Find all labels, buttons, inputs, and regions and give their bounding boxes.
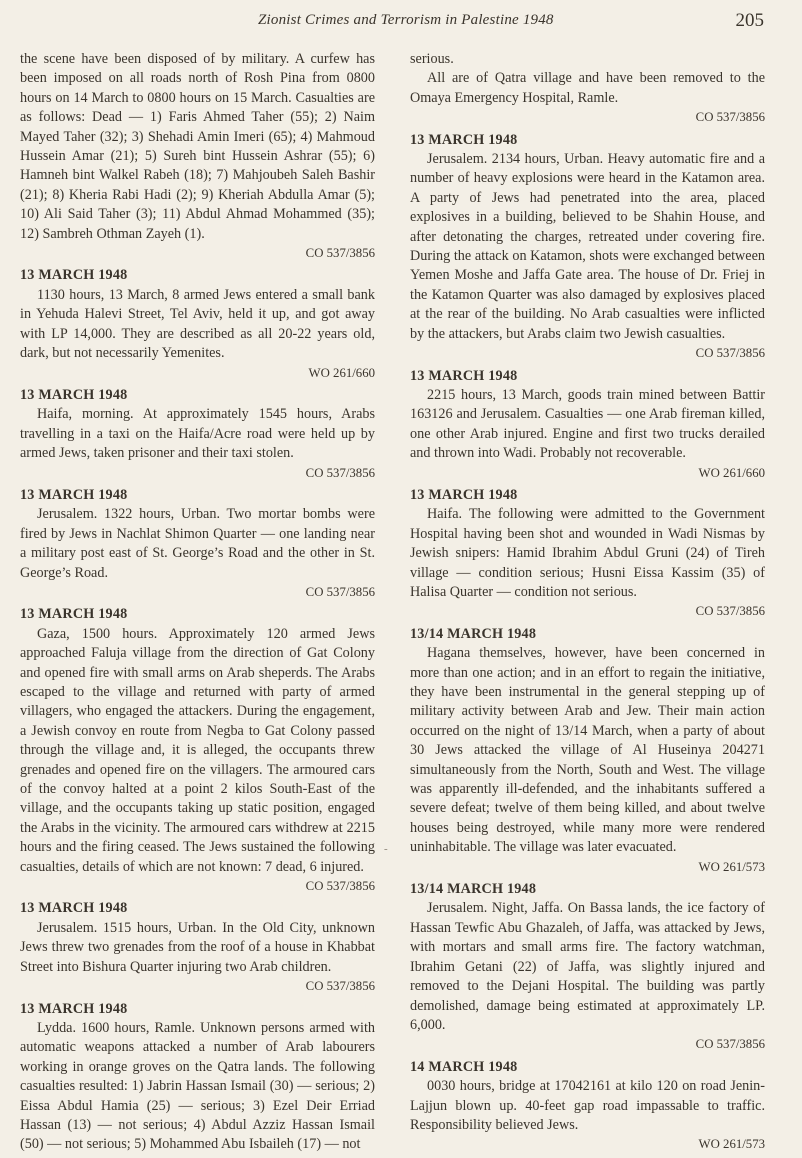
right-column-entry <box>410 69 765 127</box>
right-column-entry <box>410 131 765 364</box>
entry-date: 13 MARCH 1948 <box>20 486 128 503</box>
entry-date: 14 MARCH 1948 <box>410 1058 518 1075</box>
entry-text: 1130 hours, 13 March, 8 armed Jews entered a small bank in Yehuda Halevi Street, Tel Aviv, held it up, and got away with LP 14,000. They are described as all 20-22 years old, dark, but not necessarily Yemenites. <box>20 286 375 362</box>
entry-date: 13 MARCH 1948 <box>20 386 128 403</box>
source-reference: WO 261/573 <box>698 1137 765 1152</box>
left-column-entry <box>20 386 375 483</box>
source-reference: CO 537/3856 <box>695 1037 765 1052</box>
entry-text: Jerusalem. 2134 hours, Urban. Heavy automatic fire and a number of heavy explosions were heard in the Katamon area. A party of Jews had penetrated into the area, placed explosives in a building, believed to be Shahin House, and after detonating the charges, retreated under covering fire. During the attack on Katamon, shots were exchanged between Yemen Moshe and Jaffa Gate area. The house of Dr. Friej in the Katamon Quarter was also damaged by explosives placed at the rear of the building. No Arab casualties were inflicted by the attackers, but Arabs claim two Jewish casualties. <box>410 151 765 342</box>
entry-text: Haifa, morning. At approximately 1545 hours, Arabs travelling in a taxi on the Haifa/Acre road were held up by armed Jews, taken prisoner and their taxi stolen. <box>20 406 375 462</box>
left-column-entry <box>20 50 375 263</box>
left-column-entry <box>20 1000 375 1155</box>
entry-text: 0030 hours, bridge at 17042161 at kilo 120 on road Jenin-Lajjun blown up. 40-feet gap road impassable to traffic. Responsibility believed Jews. <box>410 1078 765 1133</box>
entry-text: Haifa. The following were admitted to the Government Hospital having been shot and wounded in Wadi Nismas by Jewish snipers: Hamid Ibrahim Abdul Gruni (24) of Tireh village — condition serious; Husni Eissa Kassim (35) of Halisa Quarter — condition not serious. <box>410 506 765 600</box>
left-column-entry <box>20 899 375 996</box>
source-reference: CO 537/3856 <box>695 604 765 619</box>
entry-text: Hagana themselves, however, have been concerned in more than one action; and in an effort to regain the initiative, they have been instrumental in the general stepping up of military activity between Arab and Jew. Their main action occurred on the night of 13/14 March, when a party of about 30 Jews attacked the village of Al Huseinya 204271 simultaneously from the North, South and West. The village was apparently ill-defended, and the inhabitants suffered a severe defeat; twelve of them being killed, and about twelve houses being destroyed, while many more were rendered uninhabitable. The village was later evacuated. <box>410 645 765 856</box>
entry-date: 13/14 MARCH 1948 <box>410 625 537 642</box>
source-reference: CO 537/3856 <box>305 465 375 480</box>
running-header <box>0 10 802 38</box>
source-reference: CO 537/3856 <box>695 346 765 361</box>
entry-date: 13 MARCH 1948 <box>20 267 128 284</box>
entry-text: Jerusalem. Night, Jaffa. On Bassa lands, the ice factory of Hassan Tewfic Abu Ghazaleh, of Jaffa, was attacked by Jews, with mortars and small arms fire. The factory watchman, Ibrahim Getani (22) of Jaffa, was slightly injured and removed to the Dejani Hospital. The building was partly demolished, damage being estimated at approximately LP. 6,000. <box>410 900 765 1033</box>
source-reference: WO 261/660 <box>308 365 375 380</box>
entry-date: 13 MARCH 1948 <box>20 900 128 917</box>
source-reference: CO 537/3856 <box>305 246 375 261</box>
entry-date: 13/14 MARCH 1948 <box>410 881 537 898</box>
left-column-entry <box>20 266 375 382</box>
entry-date: 13 MARCH 1948 <box>410 131 518 148</box>
entry-date: 13 MARCH 1948 <box>20 606 128 623</box>
source-reference: CO 537/3856 <box>305 979 375 994</box>
left-column-entry <box>20 486 375 602</box>
entry-text: All are of Qatra village and have been removed to the Omaya Emergency Hospital, Ramle. <box>410 70 765 106</box>
source-reference: CO 537/3856 <box>305 879 375 894</box>
entry-text: serious. <box>410 51 454 67</box>
source-reference: WO 261/660 <box>698 465 765 480</box>
right-column-entry <box>410 367 765 483</box>
right-column-entry <box>410 1058 765 1155</box>
right-column-entry <box>410 50 765 69</box>
right-column-entry <box>410 625 765 877</box>
entry-text: Jerusalem. 1515 hours, Urban. In the Old City, unknown Jews threw two grenades from the roof of a house in Khabbat Street into Bishura Quarter injuring two Arab children. <box>20 919 375 975</box>
right-column <box>410 50 765 1158</box>
gutter-mark: - <box>384 843 388 855</box>
source-reference: WO 261/573 <box>698 859 765 874</box>
right-column-entry <box>410 486 765 622</box>
entry-text: Lydda. 1600 hours, Ramle. Unknown persons armed with automatic weapons attacked a number of Arab labourers working in orange groves on the Qatra lands. The following casualties resulted: 1) Jabrin Hassan Ismail (30) — serious; 2) Eissa Abdul Hamia (25) — serious; 3) Ezel Deir Erriad Hassan (13) — not serious; 4) Abdul Azziz Hassan Ismail (50) — not serious; 5) Mohammed Abu Isbaileh (17) — not <box>20 1019 375 1153</box>
left-column <box>20 50 375 1155</box>
running-title: Zionist Crimes and Terrorism in Palestine 1948 <box>258 12 554 28</box>
right-column-entry <box>410 880 765 1055</box>
left-column-entry <box>20 605 375 896</box>
entry-date: 13 MARCH 1948 <box>410 367 518 384</box>
entry-date: 13 MARCH 1948 <box>20 1000 128 1017</box>
entry-text: 2215 hours, 13 March, goods train mined between Battir 163126 and Jerusalem. Casualties — one Arab fireman killed, one other Arab injured. Engine and first two trucks derailed and thrown into Wadi. Probably not recoverable. <box>410 386 765 462</box>
entry-text: Gaza, 1500 hours. Approximately 120 armed Jews approached Faluja village from the direction of Gat Colony and opened fire with small arms on Arab sheperds. The Arabs escaped to the village and returned with party of armed villagers, who engaged the attackers. During the engagement, a Jewish convoy en route from Negba to Gat Colony passed through the village and, it is alleged, the occupants threw grenades and opened fire on the villagers. The armoured cars of the convoy halted at a point 2 kilos South-East of the village, and the occupants taking up static position, engaged the Arabs in the vicinity. The armoured cars withdrew at 2215 hours and the firing ceased. The Jews sustained the following casualties, details of which are not known: 7 dead, 6 injured. <box>20 625 375 875</box>
entry-text: the scene have been disposed of by military. A curfew has been imposed on all roads north of Rosh Pina from 0800 hours on 14 March to 0800 hours on 15 March. Casualties are as follows: Dead — 1) Faris Ahmed Taher (55); 2) Naim Mayed Taher (32); 3) Shehadi Amin Imeri (65); 4) Mahmoud Hussein Amar (21); 5) Sureh bint Hussein Ashrar (55); 6) Hamneh bint Walkel Rabeh (18); 7) Mahjoubeh Saleh Bashir (21); 8) Kheria Rabi Hadi (2); 9) Kheriah Abdulla Amar (5); 10) Ali Said Taher (3); 11) Abdul Ahmad Mohammed (35); 12) Sambreh Othman Zayeh (1). <box>20 51 375 242</box>
source-reference: CO 537/3856 <box>695 110 765 125</box>
entry-date: 13 MARCH 1948 <box>410 486 518 503</box>
source-reference: CO 537/3856 <box>305 584 375 599</box>
entry-text: Jerusalem. 1322 hours, Urban. Two mortar bombs were fired by Jews in Nachlat Shimon Quarter — one landing near a military post east of St. George’s Road and the other in St. George’s Road. <box>20 506 375 581</box>
page-number: 205 <box>735 10 764 31</box>
